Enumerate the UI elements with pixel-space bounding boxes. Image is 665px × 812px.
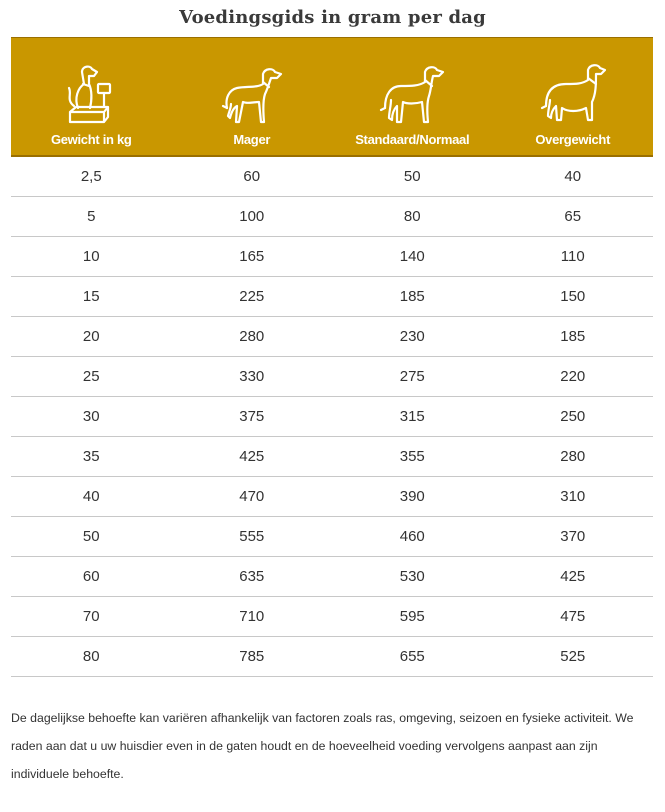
table-row <box>11 197 653 237</box>
overweight-cell: 310 <box>560 488 586 505</box>
normal-cell: 140 <box>399 248 425 265</box>
table-row <box>11 237 653 277</box>
thin-cell: 280 <box>239 328 265 345</box>
overweight-cell: 525 <box>560 648 586 665</box>
thin-cell: 425 <box>239 448 265 465</box>
overweight-cell: 370 <box>560 528 586 545</box>
thin-cell: 635 <box>239 568 265 585</box>
table-row <box>11 437 653 477</box>
table-body <box>11 157 653 677</box>
header-overweight <box>493 38 654 155</box>
thin-cell: 225 <box>239 288 265 305</box>
header-label: Mager <box>233 132 271 147</box>
thin-cell: 710 <box>239 608 265 625</box>
overweight-cell: 280 <box>560 448 586 465</box>
weight-cell: 2,5 <box>80 168 102 185</box>
normal-cell: 460 <box>399 528 425 545</box>
table-row <box>11 157 653 197</box>
weight-cell: 50 <box>82 528 100 545</box>
table-row <box>11 317 653 357</box>
header-label: Standaard/Normaal <box>355 132 470 147</box>
header-normal <box>332 38 493 155</box>
thin-cell: 785 <box>239 648 265 665</box>
header-thin <box>172 38 333 155</box>
weight-cell: 80 <box>82 648 100 665</box>
weight-cell: 15 <box>82 288 100 305</box>
table-row <box>11 277 653 317</box>
normal-cell: 595 <box>399 608 425 625</box>
overweight-cell: 110 <box>560 248 585 265</box>
weight-cell: 40 <box>82 488 100 505</box>
thin-cell: 555 <box>239 528 265 545</box>
weight-cell: 25 <box>82 368 100 385</box>
footnote: De dagelijkse behoefte kan variëren afhankelijk van factoren zoals ras, omgeving, seizoen en fysieke activiteit. We raden aan dat u uw huisdier even in de gaten houdt en de hoeveelheid voeding vervolgens aanpast aan zijn individuele behoefte. <box>11 711 634 781</box>
overweight-cell: 475 <box>560 608 586 625</box>
weight-cell: 20 <box>82 328 100 345</box>
dog-on-scale-icon <box>56 60 126 130</box>
table-row <box>11 557 653 597</box>
overweight-dog-icon <box>538 60 608 130</box>
weight-cell: 35 <box>82 448 100 465</box>
normal-cell: 80 <box>403 208 421 225</box>
table-row <box>11 517 653 557</box>
thin-cell: 100 <box>239 208 265 225</box>
overweight-cell: 65 <box>564 208 582 225</box>
normal-cell: 230 <box>399 328 425 345</box>
overweight-cell: 40 <box>564 168 582 185</box>
header-label: Overgewicht <box>535 132 611 147</box>
overweight-cell: 425 <box>560 568 586 585</box>
normal-cell: 315 <box>399 408 425 425</box>
thin-cell: 60 <box>243 168 261 185</box>
weight-cell: 10 <box>82 248 100 265</box>
normal-cell: 185 <box>399 288 425 305</box>
table-row <box>11 357 653 397</box>
normal-cell: 355 <box>399 448 425 465</box>
weight-cell: 5 <box>87 208 96 225</box>
feeding-guide-table <box>11 37 653 677</box>
table-header <box>11 37 653 157</box>
normal-cell: 50 <box>403 168 421 185</box>
weight-cell: 60 <box>82 568 100 585</box>
table-row <box>11 637 653 677</box>
page-title: Voedingsgids in gram per dag <box>179 7 486 28</box>
table-row <box>11 477 653 517</box>
normal-dog-icon <box>377 60 447 130</box>
normal-cell: 655 <box>399 648 425 665</box>
table-row <box>11 397 653 437</box>
header-label: Gewicht in kg <box>50 132 132 147</box>
thin-cell: 330 <box>239 368 265 385</box>
weight-cell: 30 <box>82 408 100 425</box>
normal-cell: 390 <box>399 488 425 505</box>
weight-cell: 70 <box>82 608 100 625</box>
thin-cell: 165 <box>239 248 265 265</box>
overweight-cell: 220 <box>560 368 586 385</box>
normal-cell: 275 <box>399 368 425 385</box>
header-weight <box>11 38 172 155</box>
normal-cell: 530 <box>399 568 425 585</box>
thin-cell: 375 <box>239 408 265 425</box>
thin-dog-icon <box>217 60 287 130</box>
thin-cell: 470 <box>239 488 265 505</box>
overweight-cell: 185 <box>560 328 586 345</box>
overweight-cell: 250 <box>560 408 586 425</box>
overweight-cell: 150 <box>560 288 586 305</box>
table-row <box>11 597 653 637</box>
